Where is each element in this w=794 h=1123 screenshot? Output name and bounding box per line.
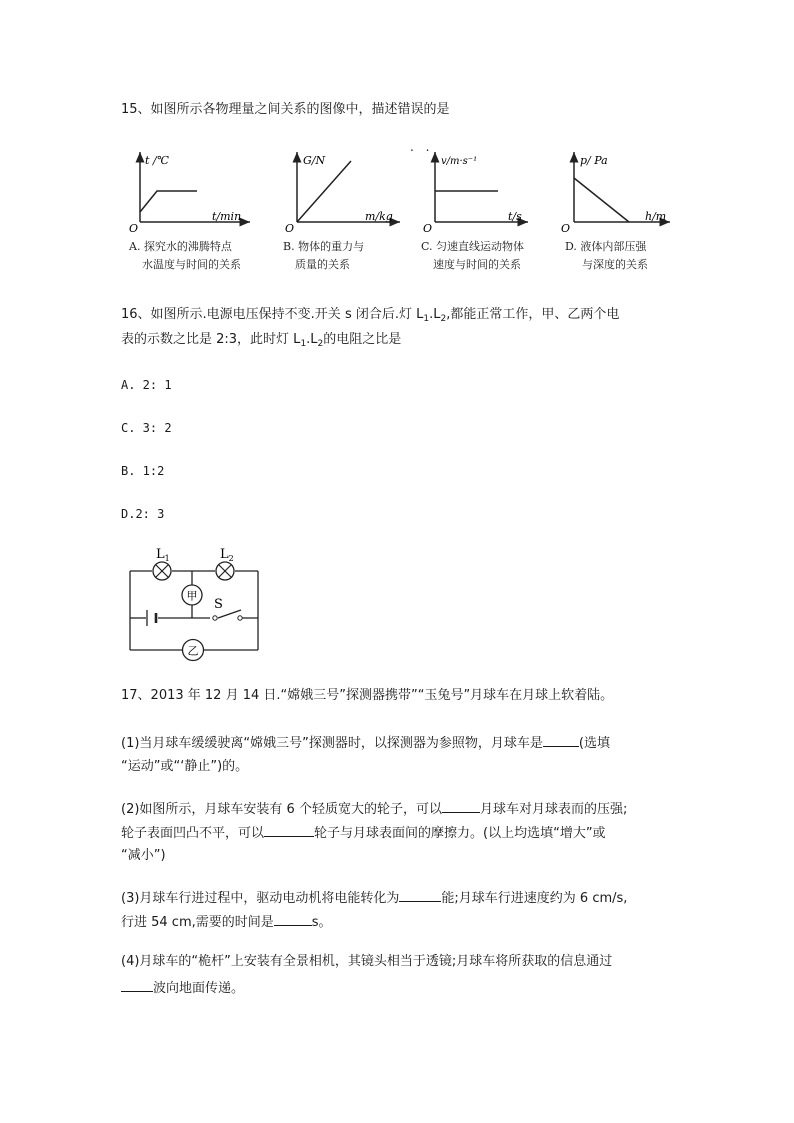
option-c: C. 3: 2 (121, 421, 172, 435)
q17-part-1-line-2: “运动”或“‘静止”)的。 (121, 759, 249, 774)
graph-d (561, 152, 670, 271)
q17-part-4-line-1: (4)月球车的“桅杆”上安装有全景相机，其镜头相当于透镜;月球车将所获取的信息通过 (121, 954, 613, 969)
q17-part-1-line-1: (1)当月球车缓缓驶离“嫦娥三号”探测器时，以探测器为参照物，月球车是 (选填 (121, 733, 610, 753)
graph-a-caption-2: 水温度与时间的关系 (142, 258, 241, 271)
answer-blank-2[interactable] (442, 799, 480, 813)
option-a: A. 2: 1 (121, 378, 172, 392)
graph-d-caption-1: D. 液体内部压强 (565, 240, 647, 253)
graph-c-xlabel: t/s (508, 210, 522, 223)
graph-a-curve (140, 191, 197, 212)
meter-a-label: 甲 (186, 589, 198, 603)
l1-label: $L_1$ (156, 547, 170, 563)
graph-a-origin: O (129, 222, 139, 235)
graph-b-xlabel: m/kg (365, 210, 393, 223)
q17-part-3-line-1: (3)月球车行进过程中，驱动电动机将电能转化为 能;月球车行进速度约为 6 cm/s, (121, 888, 627, 908)
lamp-l2 (216, 562, 234, 580)
meter-b-label: 乙 (187, 644, 199, 658)
question-17-intro: 17、2013 年 12 月 14 日.“嫦娥三号”探测器携带”“玉兔号”月球车在月球上软着陆。 (121, 688, 614, 703)
q17-part-4-line-2: 波向地面传递。 (121, 978, 244, 998)
q17-part-2-line-3: “减小”) (121, 848, 166, 863)
emphasis-dots: . . (410, 140, 434, 154)
graphs-figure (115, 140, 685, 280)
graph-b-origin: O (285, 222, 295, 235)
graph-b-caption-2: 质量的关系 (295, 258, 350, 271)
question-16-line-2: 表的示数之比是 2:3，此时灯 $L_1.L_2$的电阻之比是 (121, 332, 402, 349)
l2-label: $L_2$ (220, 547, 234, 563)
answer-blank-6[interactable] (121, 978, 153, 992)
graph-c-caption-1: C. 匀速直线运动物体 (421, 240, 525, 253)
graph-d-xlabel: h/m (645, 210, 667, 223)
graph-d-origin: O (561, 222, 571, 235)
q17-part-2-line-2: 轮子表面凹凸不平，可以 轮子与月球表面间的摩擦力。(以上均选填“增大”或 (121, 823, 606, 843)
q17-part-3-line-2: 行进 54 cm,需要的时间是 s。 (121, 912, 332, 932)
graph-a-ylabel: t /℃ (145, 154, 169, 167)
graph-a (128, 152, 250, 271)
graph-c-caption-2: 速度与时间的关系 (433, 258, 521, 271)
graph-d-ylabel: p/ Pa (580, 154, 608, 167)
graph-c (421, 152, 528, 271)
answer-blank-1[interactable] (543, 733, 579, 747)
switch-label: S (214, 597, 223, 612)
circuit-diagram (120, 540, 270, 670)
option-d: D.2: 3 (121, 507, 165, 521)
lamp-l1 (153, 562, 171, 580)
graph-c-ylabel: v/m·s⁻¹ (441, 156, 478, 167)
question-15-text: 15、如图所示各物理量之间关系的图像中，描述错误的是 (121, 102, 450, 117)
graph-c-origin: O (423, 222, 433, 235)
graph-d-curve (574, 178, 629, 222)
q17-part-2-line-1: (2)如图所示，月球车安装有 6 个轻质宽大的轮子，可以 月球车对月球表而的压强; (121, 799, 627, 819)
graph-d-caption-2: 与深度的关系 (582, 258, 648, 271)
graph-b (283, 152, 400, 271)
answer-blank-4[interactable] (399, 888, 441, 902)
graph-b-caption-1: B. 物体的重力与 (283, 240, 365, 253)
graph-b-curve (297, 161, 351, 222)
answer-blank-3[interactable] (264, 823, 314, 837)
graph-a-xlabel: t/min (212, 210, 242, 223)
answer-blank-5[interactable] (274, 912, 312, 926)
option-b: B. 1:2 (121, 464, 165, 478)
question-16-line-1: 16、如图所示.电源电压保持不变.开关 s 闭合后.灯 $L_1.L_2$,都能正常工作，甲、乙两个电 (121, 307, 620, 324)
graph-a-caption-1: A. 探究水的沸腾特点 (129, 240, 232, 253)
graph-b-ylabel: G/N (303, 154, 326, 167)
